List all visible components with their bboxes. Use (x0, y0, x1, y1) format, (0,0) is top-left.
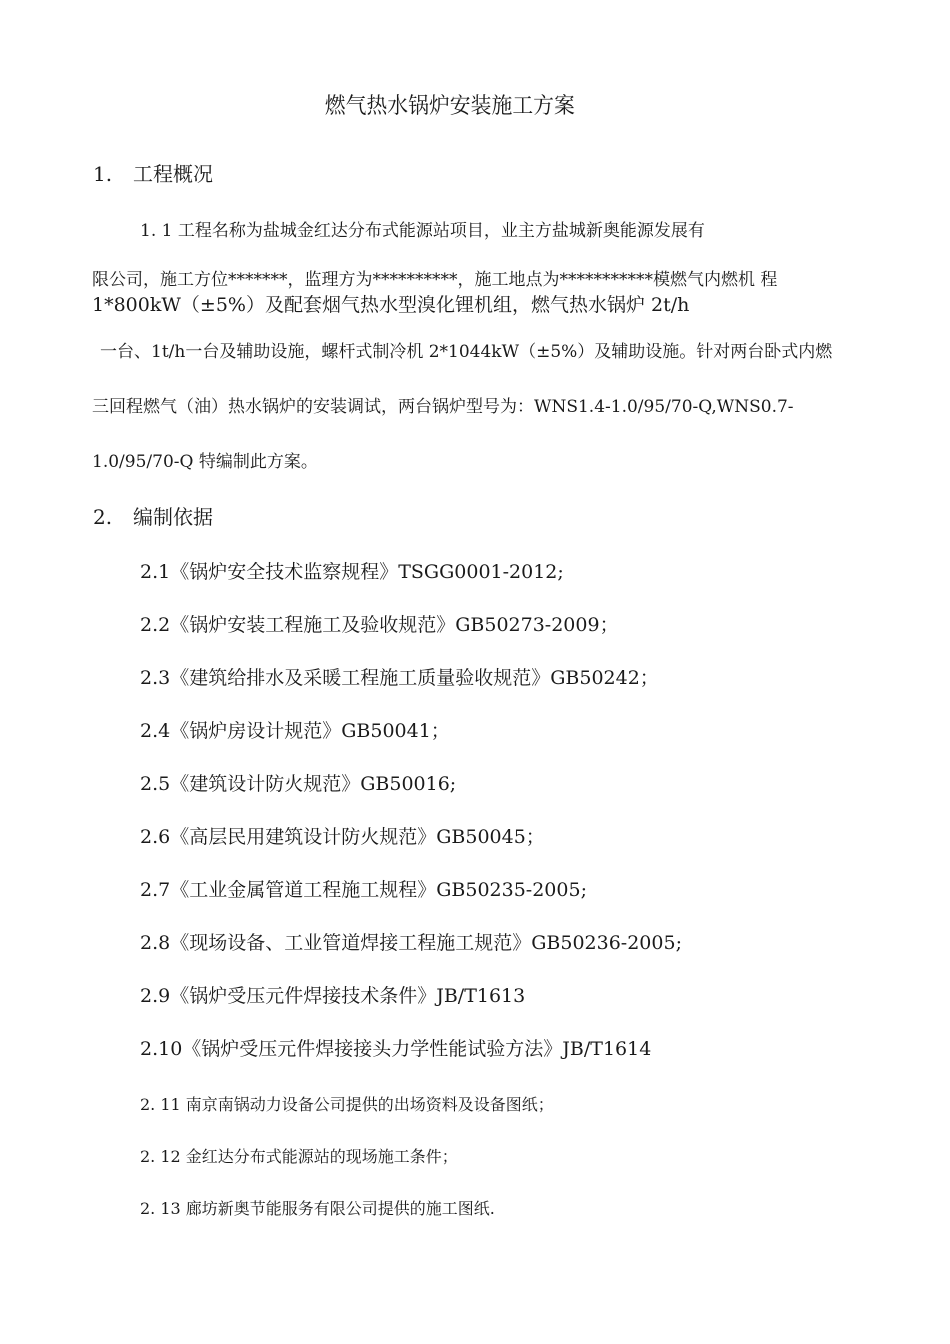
reference-item: 2.3《建筑给排水及采暖工程施工质量验收规范》GB50242； (140, 667, 659, 689)
reference-item: 2.7《工业金属管道工程施工规程》GB50235-2005; (140, 879, 587, 901)
section-1-heading (93, 164, 213, 184)
overview-line-6: 1.0/95/70-Q 特编制此方案。 (92, 452, 318, 472)
section-2-number: 2. (93, 505, 113, 529)
reference-item: 2. 12 金红达分布式能源站的现场施工条件； (140, 1147, 458, 1166)
overview-line-1: 1. 1 工程名称为盐城金红达分布式能源站项目，业主方盐城新奥能源发展有 (140, 221, 705, 241)
document-title: 燃气热水锅炉安装施工方案 (324, 94, 575, 119)
section-2-title: 编制依据 (133, 505, 213, 529)
overview-line-3: 1*800kW（±5%）及配套烟气热水型溴化锂机组，燃气热水锅炉 2t/h (92, 294, 690, 316)
section-2-heading (93, 507, 213, 527)
reference-item: 2.4《锅炉房设计规范》GB50041； (140, 720, 450, 742)
overview-line-4: 一台、1t/h一台及辅助设施，螺杆式制冷机 2*1044kW（±5%）及辅助设施。针对两台卧式内燃 (100, 342, 833, 362)
reference-item: 2.8《现场设备、工业管道焊接工程施工规范》GB50236-2005; (140, 932, 682, 954)
overview-line-2: 限公司，施工方位*******，监理方为**********，施工地点为***********模燃气内燃机 程 (92, 270, 778, 290)
overview-line-5: 三回程燃气（油）热水锅炉的安装调试，两台锅炉型号为：WNS1.4-1.0/95/70-Q,WNS0.7- (92, 397, 794, 417)
section-1-number: 1. (93, 162, 113, 186)
reference-item: 2. 13 廊坊新奥节能服务有限公司提供的施工图纸. (140, 1199, 495, 1218)
reference-item: 2.2《锅炉安装工程施工及验收规范》GB50273-2009； (140, 614, 619, 636)
reference-item: 2.10《锅炉受压元件焊接接头力学性能试验方法》JB/T1614 (140, 1038, 652, 1060)
reference-item: 2.1《锅炉安全技术监察规程》TSGG0001-2012; (140, 561, 564, 583)
reference-item: 2.6《高层民用建筑设计防火规范》GB50045； (140, 826, 545, 848)
reference-item: 2.5《建筑设计防火规范》GB50016; (140, 773, 457, 795)
reference-item: 2. 11 南京南锅动力设备公司提供的出场资料及设备图纸； (140, 1095, 554, 1114)
section-1-title: 工程概况 (133, 162, 213, 186)
reference-item: 2.9《锅炉受压元件焊接技术条件》JB/T1613 (140, 985, 526, 1007)
